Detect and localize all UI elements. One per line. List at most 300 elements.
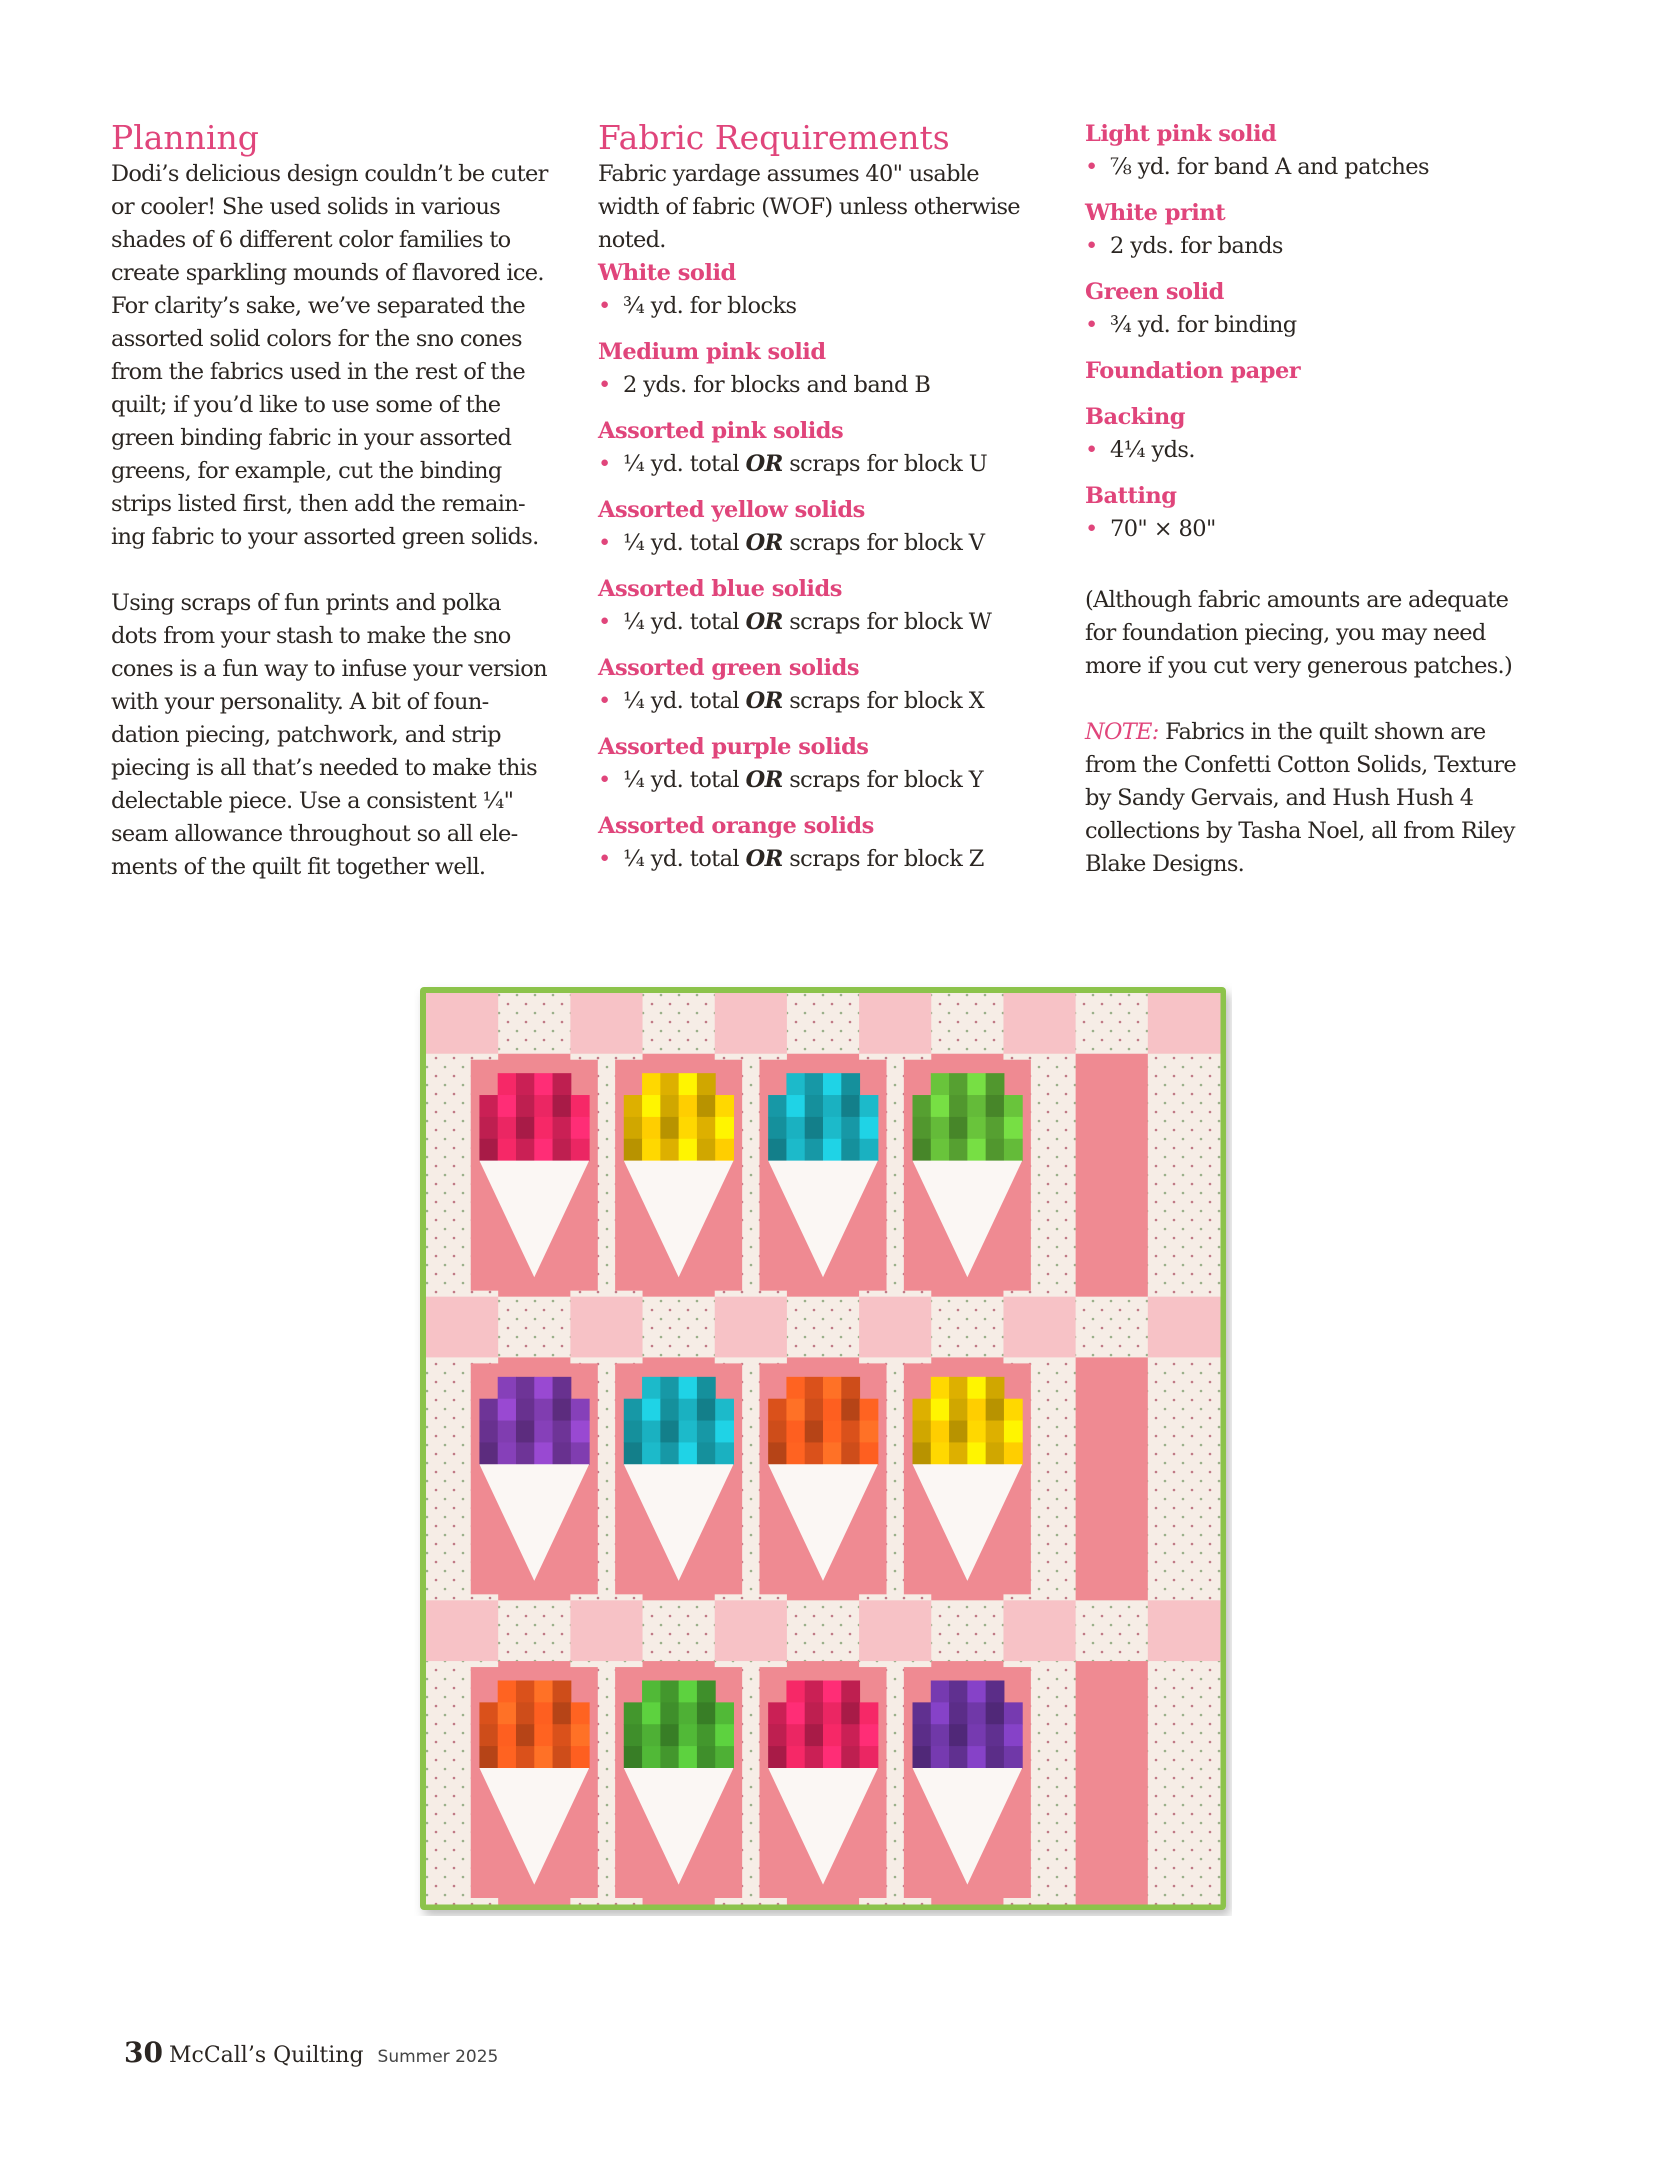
scoop-patch (967, 1702, 986, 1724)
fabric-amount: 4¼ yds. (1110, 437, 1195, 463)
scoop-patch (913, 1139, 932, 1161)
scoop-patch (931, 1399, 950, 1421)
scoop-patch (516, 1377, 535, 1399)
quilt-patch (426, 1600, 499, 1661)
fabric-item-green-solid (1085, 276, 1575, 342)
scoop-patch (786, 1702, 805, 1724)
amount-or: OR (745, 767, 783, 793)
scoop-patch (1004, 1442, 1023, 1464)
quilt-patch (1148, 1175, 1221, 1236)
scoop-patch (1004, 1421, 1023, 1443)
quilt-patch (859, 1600, 932, 1661)
scoop-patch (553, 1702, 572, 1724)
scoop-patch (553, 1073, 572, 1095)
scoop-patch (805, 1702, 824, 1724)
scoop-patch (1004, 1724, 1023, 1746)
scoop-patch (841, 1702, 860, 1724)
quilt-patch (1076, 1236, 1149, 1297)
scoop-patch (534, 1399, 553, 1421)
scoop-patch (860, 1421, 879, 1443)
planning-paragraph-2: Using scraps of fun prints and polka dots from your stash to make the sno cones is a fun way to infuse your version with your personality. A bit of foun- dation piecing, patchwork, and strip piecing is all that’s needed to make this delectable piece. Use a consistent ¼" seam allowance throughout so all ele- ments of the quilt fit together well. (111, 590, 547, 880)
scoop-patch (823, 1421, 842, 1443)
planning-column (111, 118, 566, 884)
quilt-patch (1076, 1540, 1149, 1601)
scoop-patch (516, 1139, 535, 1161)
quilt-patch (1148, 1357, 1221, 1418)
scoop-patch (986, 1377, 1005, 1399)
scoop-patch (571, 1724, 590, 1746)
quilt-patch (1148, 1600, 1221, 1661)
fabric-name: Assorted blue solids (598, 576, 842, 602)
scoop-patch (498, 1746, 517, 1768)
scoop-patch (786, 1139, 805, 1161)
quilt-patch (787, 1600, 860, 1661)
quilt-patch (1148, 1783, 1221, 1844)
bullet-icon: • (598, 451, 611, 477)
scoop-patch (841, 1377, 860, 1399)
bullet-icon: • (598, 372, 611, 398)
scoop-patch (697, 1746, 716, 1768)
fabric-amount: ⅞ yd. for band A and patches (1110, 154, 1429, 180)
scoop-patch (642, 1421, 661, 1443)
amount-or: OR (745, 846, 783, 872)
scoop-patch (516, 1117, 535, 1139)
scoop-patch (498, 1073, 517, 1095)
scoop-patch (516, 1095, 535, 1117)
scoop-patch (841, 1442, 860, 1464)
scoop-patch (949, 1073, 968, 1095)
scoop-patch (967, 1139, 986, 1161)
scoop-patch (697, 1724, 716, 1746)
amount-pre: ¼ yd. total (623, 688, 746, 714)
scoop-patch (786, 1421, 805, 1443)
scoop-patch (986, 1746, 1005, 1768)
amount-post: scraps for block W (782, 609, 992, 635)
scoop-patch (553, 1442, 572, 1464)
scoop-patch (860, 1702, 879, 1724)
scoop-patch (642, 1746, 661, 1768)
scoop-patch (642, 1724, 661, 1746)
scoop-patch (679, 1139, 698, 1161)
scoop-patch (931, 1117, 950, 1139)
scoop-patch (624, 1724, 643, 1746)
scoop-patch (679, 1746, 698, 1768)
quilt-patch (498, 1297, 571, 1358)
scoop-patch (479, 1724, 498, 1746)
scoop-patch (967, 1377, 986, 1399)
scoop-patch (660, 1399, 679, 1421)
scoop-patch (553, 1377, 572, 1399)
quilt-patch (787, 993, 860, 1054)
scoop-patch (768, 1442, 787, 1464)
scoop-patch (571, 1421, 590, 1443)
scoop-patch (913, 1095, 932, 1117)
scoop-patch (805, 1377, 824, 1399)
bullet-icon: • (598, 846, 611, 872)
fabric-item-white-print (1085, 197, 1575, 263)
quilt-patch (1076, 1479, 1149, 1540)
scoop-patch (786, 1681, 805, 1703)
fabric-amount: ¾ yd. for binding (1110, 312, 1297, 338)
fabric-name: Medium pink solid (598, 339, 826, 365)
scoop-patch (786, 1442, 805, 1464)
scoop-patch (913, 1442, 932, 1464)
fabric-name: Assorted yellow solids (598, 497, 865, 523)
quilt-patch (1076, 1114, 1149, 1175)
scoop-patch (986, 1681, 1005, 1703)
fabric-item-batting (1085, 480, 1575, 546)
scoop-patch (768, 1724, 787, 1746)
scoop-patch (553, 1724, 572, 1746)
scoop-patch (479, 1442, 498, 1464)
scoop-patch (805, 1399, 824, 1421)
quilt-patch (643, 993, 716, 1054)
fabric-requirements-continued-column (1085, 118, 1575, 881)
amount-pre: ¼ yd. total (623, 846, 746, 872)
scoop-patch (786, 1724, 805, 1746)
scoop-patch (967, 1724, 986, 1746)
scoop-patch (697, 1421, 716, 1443)
fabric-name: Batting (1085, 483, 1177, 509)
scoop-patch (697, 1442, 716, 1464)
scoop-patch (860, 1442, 879, 1464)
quilt-patch (931, 1600, 1004, 1661)
quilt-patch (787, 1297, 860, 1358)
quilt-patch (1076, 993, 1149, 1054)
amount-post: scraps for block Z (782, 846, 984, 872)
scoop-patch (931, 1702, 950, 1724)
quilt-patch (643, 1600, 716, 1661)
quilt-patch (1003, 993, 1076, 1054)
scoop-patch (624, 1095, 643, 1117)
scoop-patch (534, 1746, 553, 1768)
scoop-patch (949, 1399, 968, 1421)
fabric-name: Assorted green solids (598, 655, 860, 681)
scoop-patch (786, 1095, 805, 1117)
quilt-patch (1076, 1661, 1149, 1722)
scoop-patch (516, 1442, 535, 1464)
quilt-patch (1148, 1661, 1221, 1722)
scoop-patch (571, 1117, 590, 1139)
quilt-patch (1076, 1357, 1149, 1418)
scoop-patch (553, 1746, 572, 1768)
scoop-patch (823, 1399, 842, 1421)
scoop-patch (534, 1117, 553, 1139)
scoop-patch (768, 1702, 787, 1724)
fabric-item-foundation-paper (1085, 355, 1575, 388)
scoop-patch (949, 1442, 968, 1464)
scoop-patch (534, 1095, 553, 1117)
scoop-patch (571, 1746, 590, 1768)
scoop-patch (931, 1139, 950, 1161)
fabric-requirements-heading: Fabric Requirements (598, 118, 950, 157)
scoop-patch (805, 1073, 824, 1095)
scoop-patch (498, 1442, 517, 1464)
scoop-patch (498, 1377, 517, 1399)
scoop-patch (697, 1095, 716, 1117)
bullet-icon: • (598, 293, 611, 319)
page-footer (124, 2036, 498, 2069)
scoop-patch (679, 1681, 698, 1703)
scoop-patch (498, 1399, 517, 1421)
scoop-patch (715, 1724, 734, 1746)
amount-pre: ¼ yd. total (623, 609, 746, 635)
scoop-patch (913, 1399, 932, 1421)
scoop-patch (913, 1702, 932, 1724)
scoop-patch (931, 1421, 950, 1443)
scoop-patch (715, 1139, 734, 1161)
scoop-patch (479, 1095, 498, 1117)
issue-date: Summer 2025 (377, 2047, 499, 2067)
fabric-item-assorted-yellow (598, 494, 1048, 560)
scoop-patch (715, 1117, 734, 1139)
scoop-patch (697, 1073, 716, 1095)
scoop-patch (697, 1117, 716, 1139)
quilt-patch (1076, 1297, 1149, 1358)
fabric-name: Backing (1085, 404, 1186, 430)
scoop-patch (642, 1095, 661, 1117)
scoop-patch (479, 1139, 498, 1161)
scoop-patch (679, 1117, 698, 1139)
scoop-patch (553, 1117, 572, 1139)
scoop-patch (624, 1421, 643, 1443)
bullet-icon: • (1085, 233, 1098, 259)
scoop-patch (768, 1746, 787, 1768)
quilt-patch (1148, 1054, 1221, 1115)
scoop-patch (624, 1399, 643, 1421)
scoop-patch (913, 1117, 932, 1139)
amount-post: scraps for block V (782, 530, 985, 556)
scoop-patch (1004, 1399, 1023, 1421)
scoop-patch (479, 1746, 498, 1768)
scoop-patch (534, 1139, 553, 1161)
scoop-patch (949, 1139, 968, 1161)
scoop-patch (823, 1746, 842, 1768)
scoop-patch (624, 1117, 643, 1139)
quilt-patch (1003, 1297, 1076, 1358)
quilt-patch (1148, 1418, 1221, 1479)
scoop-patch (642, 1117, 661, 1139)
scoop-patch (1004, 1117, 1023, 1139)
scoop-patch (715, 1421, 734, 1443)
scoop-patch (841, 1399, 860, 1421)
scoop-patch (860, 1117, 879, 1139)
scoop-patch (642, 1702, 661, 1724)
scoop-patch (660, 1095, 679, 1117)
scoop-patch (967, 1442, 986, 1464)
note-label: NOTE: (1085, 719, 1159, 745)
scoop-patch (498, 1681, 517, 1703)
scoop-patch (534, 1073, 553, 1095)
quilt-patch (1148, 1540, 1221, 1601)
scoop-patch (516, 1681, 535, 1703)
scoop-patch (805, 1095, 824, 1117)
fabric-item-medium-pink-solid (598, 336, 1048, 402)
scoop-patch (823, 1117, 842, 1139)
scoop-patch (949, 1421, 968, 1443)
quilt-photo (414, 981, 1232, 1916)
scoop-patch (841, 1117, 860, 1139)
scoop-patch (679, 1724, 698, 1746)
quilt-patch (426, 1297, 499, 1358)
scoop-patch (516, 1702, 535, 1724)
scoop-patch (479, 1399, 498, 1421)
scoop-patch (660, 1681, 679, 1703)
fabric-name: Assorted pink solids (598, 418, 844, 444)
scoop-patch (498, 1702, 517, 1724)
fabric-name: White print (1085, 200, 1226, 226)
scoop-patch (823, 1681, 842, 1703)
scoop-patch (967, 1681, 986, 1703)
scoop-patch (986, 1139, 1005, 1161)
scoop-patch (571, 1399, 590, 1421)
scoop-patch (823, 1702, 842, 1724)
scoop-patch (660, 1139, 679, 1161)
scoop-patch (949, 1377, 968, 1399)
scoop-patch (1004, 1746, 1023, 1768)
scoop-patch (534, 1377, 553, 1399)
quilt-patch (1076, 1054, 1149, 1115)
quilt-patch (715, 1600, 788, 1661)
scoop-patch (986, 1724, 1005, 1746)
scoop-patch (498, 1724, 517, 1746)
scoop-patch (786, 1073, 805, 1095)
amount-or: OR (745, 609, 783, 635)
bullet-icon: • (1085, 437, 1098, 463)
scoop-patch (679, 1399, 698, 1421)
scoop-patch (679, 1421, 698, 1443)
scoop-patch (516, 1073, 535, 1095)
scoop-patch (715, 1399, 734, 1421)
scoop-patch (967, 1073, 986, 1095)
quilt-patch (859, 993, 932, 1054)
scoop-patch (697, 1702, 716, 1724)
amount-post: scraps for block X (782, 688, 985, 714)
fabric-item-assorted-purple (598, 731, 1048, 797)
scoop-patch (516, 1746, 535, 1768)
fabric-amount: 2 yds. for bands (1110, 233, 1283, 259)
scoop-patch (805, 1117, 824, 1139)
quilt-patch (1076, 1843, 1149, 1904)
quilt-patch (1003, 1600, 1076, 1661)
scoop-patch (768, 1399, 787, 1421)
scoop-patch (697, 1377, 716, 1399)
scoop-patch (823, 1724, 842, 1746)
scoop-patch (498, 1421, 517, 1443)
scoop-patch (660, 1702, 679, 1724)
scoop-patch (805, 1442, 824, 1464)
scoop-patch (805, 1724, 824, 1746)
scoop-patch (786, 1746, 805, 1768)
scoop-patch (931, 1681, 950, 1703)
quilt-patch (715, 1297, 788, 1358)
scoop-patch (931, 1724, 950, 1746)
scoop-patch (986, 1421, 1005, 1443)
fabric-item-assorted-blue (598, 573, 1048, 639)
fabric-item-assorted-orange (598, 810, 1048, 876)
scoop-patch (571, 1139, 590, 1161)
quilt-patch (570, 1297, 643, 1358)
quilt-patch (1148, 1479, 1221, 1540)
scoop-patch (768, 1139, 787, 1161)
scoop-patch (715, 1702, 734, 1724)
scoop-patch (860, 1399, 879, 1421)
fabric-amount: ¾ yd. for blocks (623, 293, 797, 319)
scoop-patch (823, 1073, 842, 1095)
scoop-patch (949, 1681, 968, 1703)
quilt-patch (1148, 1297, 1221, 1358)
fabric-name: Foundation paper (1085, 358, 1301, 384)
scoop-patch (1004, 1139, 1023, 1161)
quilt-patch (1148, 1722, 1221, 1783)
scoop-patch (679, 1377, 698, 1399)
amount-pre: ¼ yd. total (623, 767, 746, 793)
fabric-item-assorted-pink (598, 415, 1048, 481)
scoop-patch (986, 1117, 1005, 1139)
bullet-icon: • (598, 609, 611, 635)
scoop-patch (768, 1117, 787, 1139)
bullet-icon: • (1085, 516, 1098, 542)
scoop-patch (805, 1681, 824, 1703)
scoop-patch (679, 1095, 698, 1117)
scoop-patch (660, 1442, 679, 1464)
scoop-patch (805, 1746, 824, 1768)
scoop-patch (498, 1117, 517, 1139)
scoop-patch (571, 1702, 590, 1724)
fabric-disclaimer: (Although fabric amounts are adequate for foundation piecing, you may need more if you cut very generous patches.) (1085, 587, 1513, 679)
bullet-icon: • (1085, 312, 1098, 338)
scoop-patch (841, 1746, 860, 1768)
scoop-patch (949, 1095, 968, 1117)
fabric-name: White solid (598, 260, 736, 286)
scoop-patch (913, 1421, 932, 1443)
scoop-patch (1004, 1095, 1023, 1117)
scoop-patch (624, 1442, 643, 1464)
amount-pre: ¼ yd. total (623, 530, 746, 556)
scoop-patch (860, 1746, 879, 1768)
amount-or: OR (745, 530, 783, 556)
scoop-patch (679, 1702, 698, 1724)
scoop-patch (841, 1073, 860, 1095)
scoop-patch (534, 1702, 553, 1724)
amount-pre: ¼ yd. total (623, 451, 746, 477)
scoop-patch (986, 1399, 1005, 1421)
scoop-patch (660, 1724, 679, 1746)
scoop-patch (571, 1442, 590, 1464)
scoop-patch (715, 1442, 734, 1464)
quilt-patch (1076, 1418, 1149, 1479)
scoop-patch (949, 1117, 968, 1139)
scoop-patch (553, 1399, 572, 1421)
scoop-patch (660, 1073, 679, 1095)
scoop-patch (860, 1724, 879, 1746)
scoop-patch (624, 1139, 643, 1161)
fabric-amount: 70" × 80" (1110, 516, 1216, 542)
scoop-patch (805, 1421, 824, 1443)
scoop-patch (805, 1139, 824, 1161)
quilt-patch (643, 1297, 716, 1358)
bullet-icon: • (598, 688, 611, 714)
scoop-patch (534, 1724, 553, 1746)
scoop-patch (553, 1421, 572, 1443)
scoop-patch (841, 1681, 860, 1703)
scoop-patch (516, 1421, 535, 1443)
fabric-item-backing (1085, 401, 1575, 467)
scoop-patch (479, 1702, 498, 1724)
quilt-patch (498, 993, 571, 1054)
scoop-patch (553, 1139, 572, 1161)
quilt-patch (931, 993, 1004, 1054)
